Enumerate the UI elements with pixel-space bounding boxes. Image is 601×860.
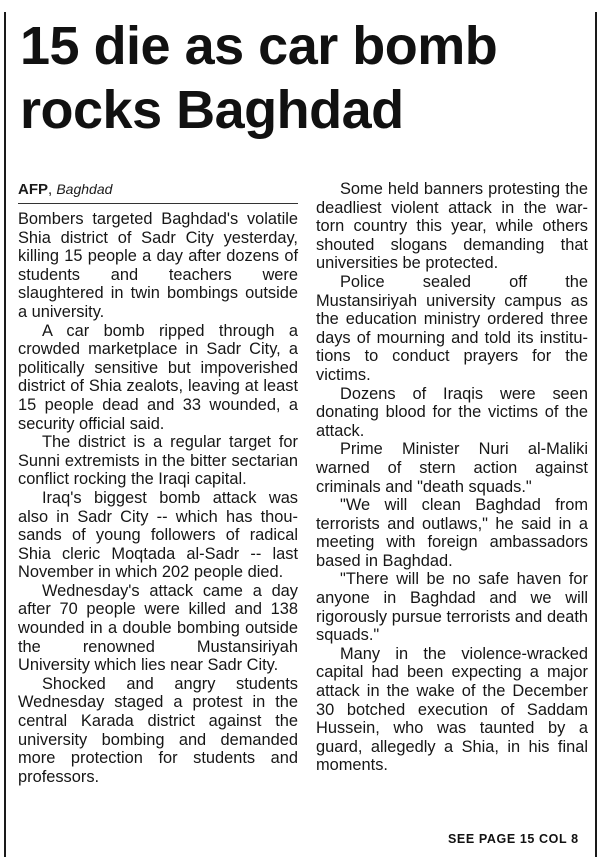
byline (18, 180, 298, 204)
right-column-rule (595, 12, 597, 857)
article-paragraph: "There will be no safe haven for anyone in Baghdad and we will rigorously pursue terrorists and death squads." (316, 570, 588, 645)
byline-agency: AFP (18, 181, 48, 198)
headline: 15 die as car bomb rocks Baghdad (20, 16, 498, 140)
article-paragraph: Bombers targeted Baghdad's volatile Shia district of Sadr City yesterday, killing 15 people a day after dozens of students and teachers were slaughtered in twin bombings outside a university. (18, 210, 298, 321)
article-paragraph: The district is a regular target for Sunni extremists in the bitter sectarian conflict rocking the Iraqi capital. (18, 433, 298, 489)
article-column-left (18, 180, 298, 786)
article-paragraph: Many in the violence-wracked capital had been expecting a major attack in the wake of the December 30 botched execution of Saddam Hussein, who was taunted by a guard, allegedly a Shia, in his final moments. (316, 644, 588, 775)
article-paragraph: Wednesday's attack came a day after 70 people were killed and 138 wounded in a double bombing outside the renowned Mustansiriyah University which lies near Sadr City. (18, 581, 298, 675)
left-column-rule (4, 12, 6, 857)
article-paragraph: Shocked and angry students Wednesday staged a protest in the central Karada district against the university bombing and demanded more protection for students and professors. (18, 674, 298, 786)
article-paragraph: Prime Minister Nuri al-Maliki warned of stern action against criminals and "death squads." (316, 440, 588, 496)
continuation-jump-line: SEE PAGE 15 COL 8 (448, 832, 579, 846)
article-paragraph: Iraq's biggest bomb attack was also in Sadr City -- which has thousands of young followers of radical Shia cleric Moqtada al-Sadr -- last November in which 202 people died. (18, 488, 298, 582)
article-paragraph: "We will clean Baghdad from terrorists and outlaws," he said in a meeting with foreign ambassadors based in Baghdad. (316, 496, 588, 570)
article-paragraph: Police sealed off the Mustansiriyah university campus as the education ministry ordered three days of mourning and told its institutions to conduct prayers for the victims. (316, 272, 588, 384)
article-paragraph: Dozens of Iraqis were seen donating blood for the victims of the attack. (316, 384, 588, 440)
article-column-right (316, 180, 588, 775)
article-paragraph: Some held banners protesting the deadliest violent attack in the war-torn country this year, while others shouted slogans demanding that universities be protected. (316, 180, 588, 273)
byline-separator: , (48, 181, 57, 198)
byline-location: Baghdad (56, 181, 113, 197)
article-paragraph: A car bomb ripped through a crowded marketplace in Sadr City, a politically sensitive but impoverished district of Shia zealots, leaving at least 15 people dead and 33 wounded, a security official said. (18, 321, 298, 433)
